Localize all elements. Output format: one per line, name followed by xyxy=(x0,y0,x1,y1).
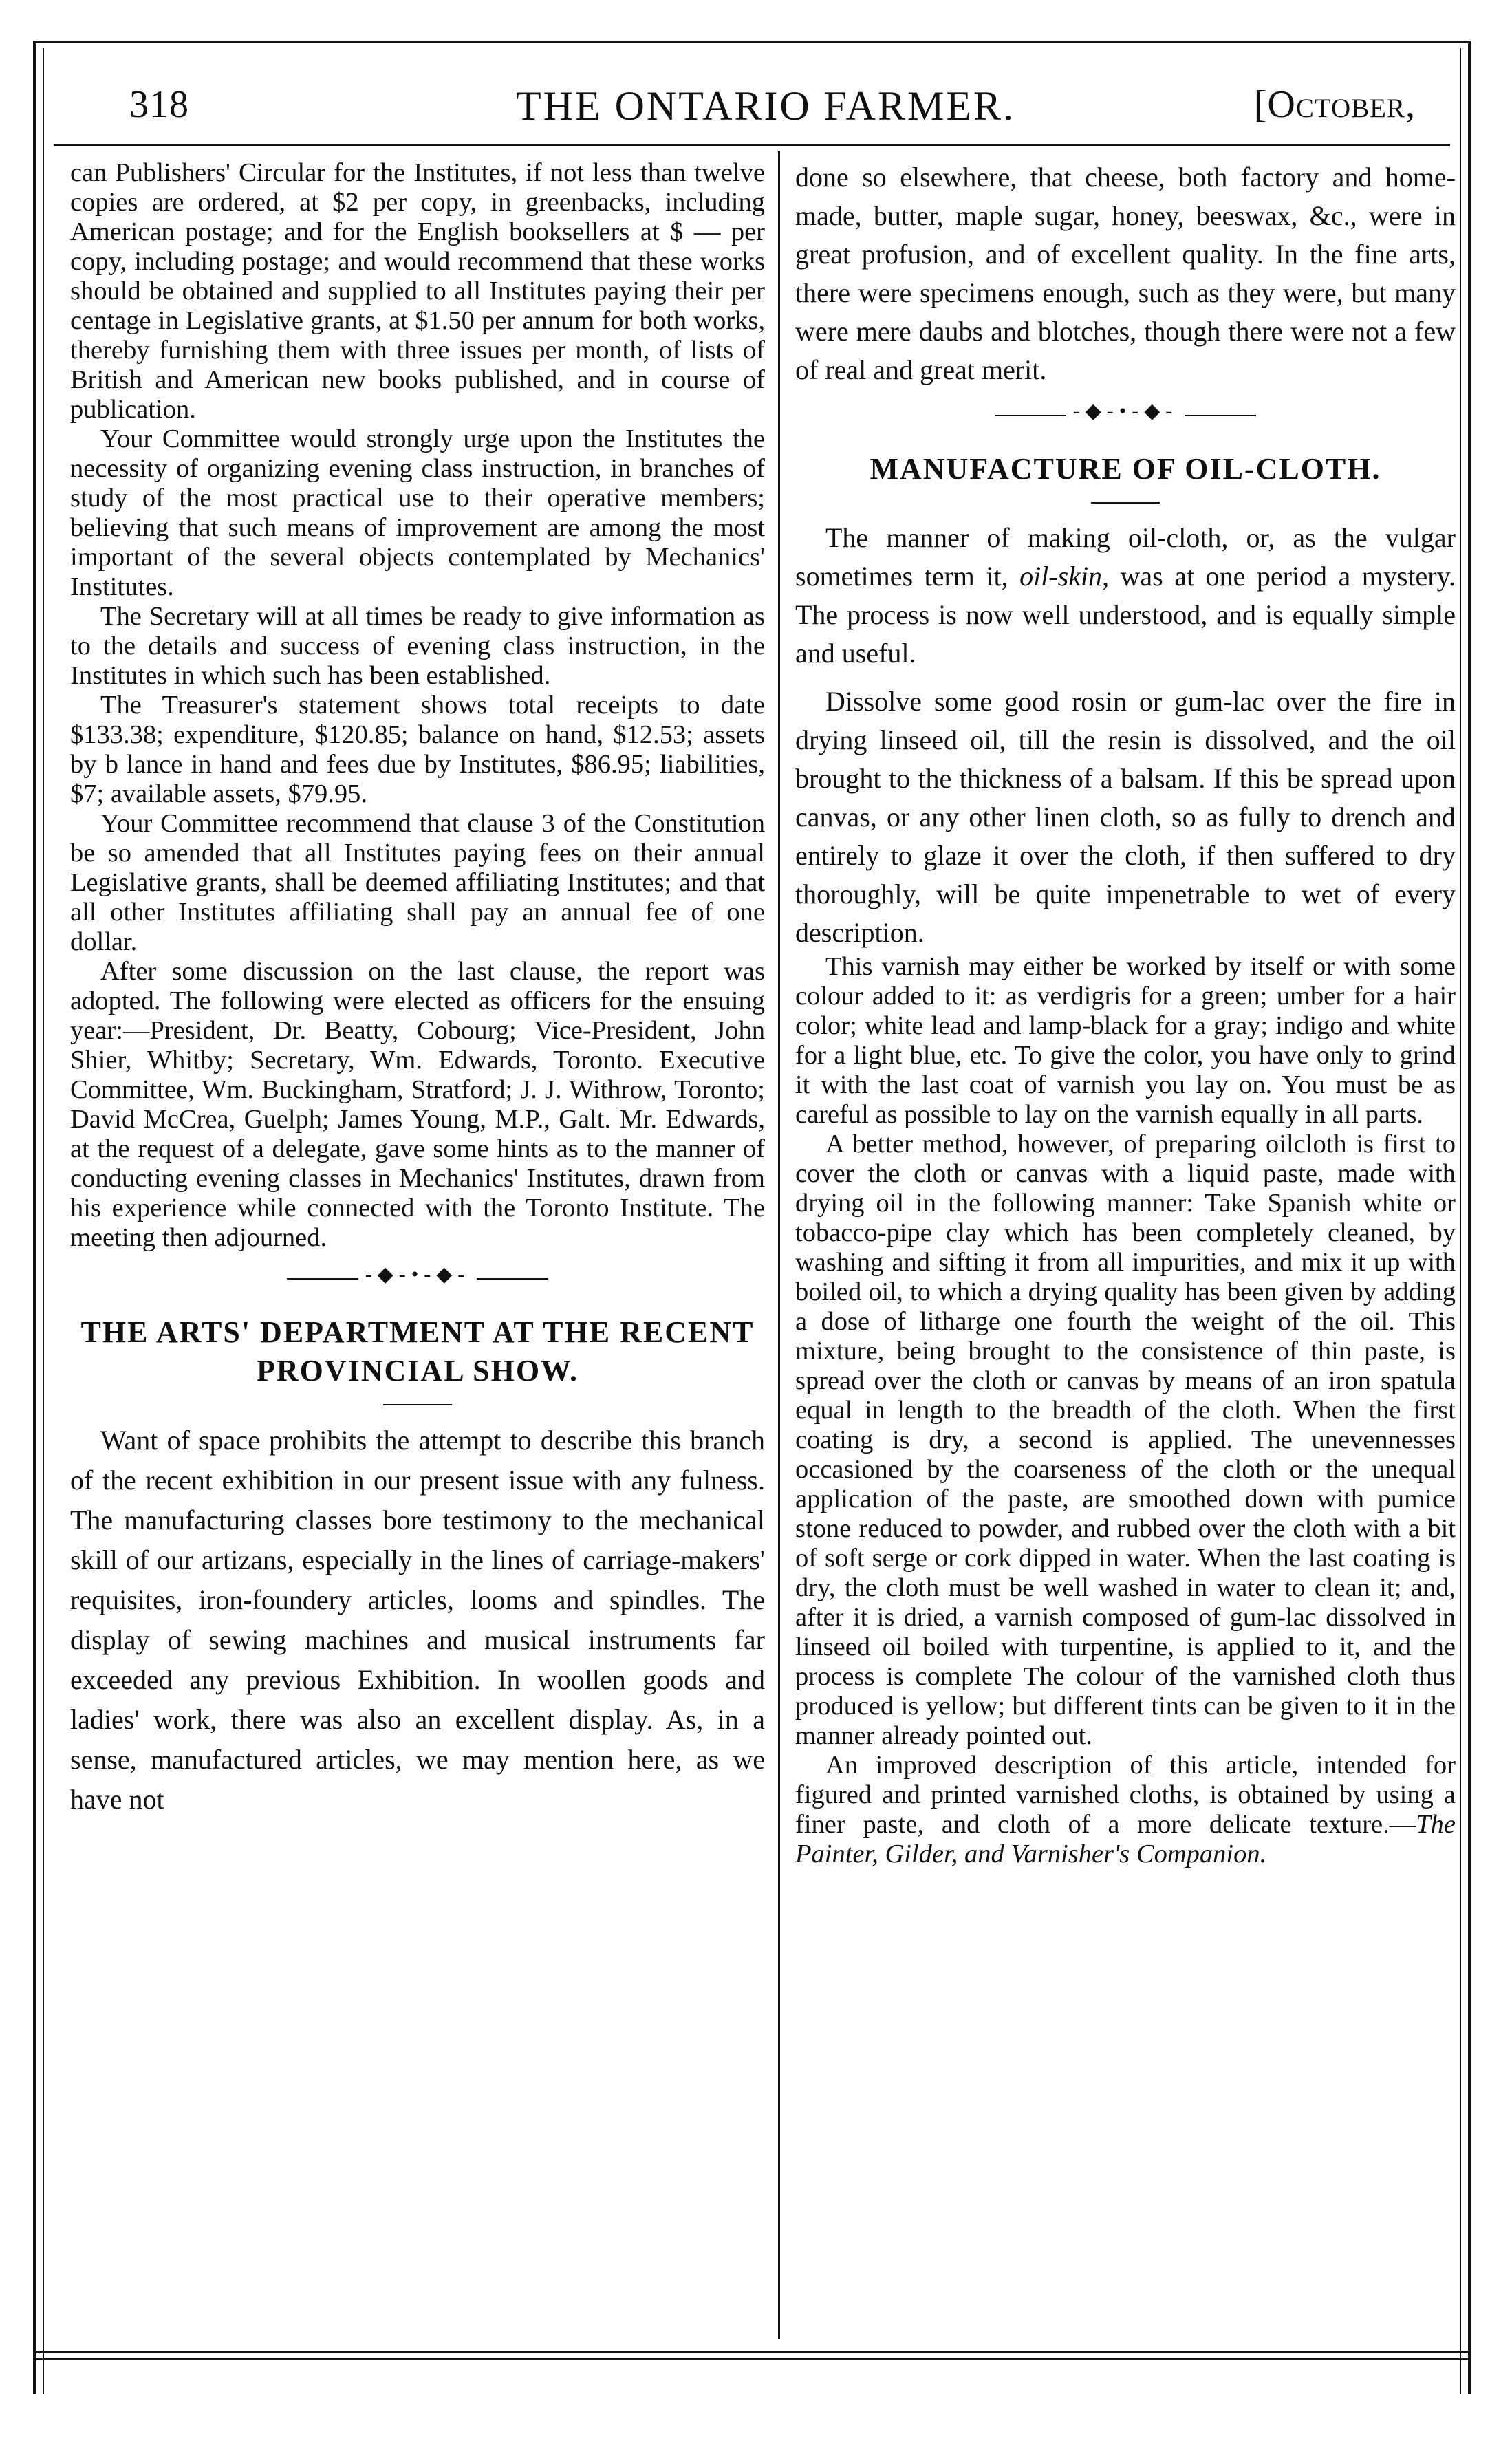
column-divider xyxy=(778,151,780,2339)
ornament-glyph: -◆-•-◆- xyxy=(358,1263,477,1286)
article-paragraph: This varnish may either be worked by itself or with some colour added to it: as verdigris for a green; umber for a hair color; white lead and lamp-black for a gray; indigo and white for a light blue, etc. To give the color, you have only to grind it with the last coat of varnish you lay on. You must be as careful as possible to lay on the varnish equally in all parts. xyxy=(795,952,1456,1129)
section-ornament xyxy=(995,400,1256,422)
heading-rule xyxy=(383,1404,452,1405)
ornament-glyph: -◆-•-◆- xyxy=(1066,400,1185,422)
publication-title: THE ONTARIO FARMER. xyxy=(515,83,1016,129)
dissolve-paragraph: Dissolve some good rosin or gum-lac over the fire in drying linseed oil, till the resin is dissolved, and the oil brought to the thickness of a balsam. If this be spread upon canvas, or any other linen cloth, so as fully to drench and entirely to glaze it over the cloth, if then suffered to dry thoroughly, will be quite impenetrable to wet of every description. xyxy=(795,686,1456,948)
bottom-rule xyxy=(33,2351,1471,2353)
header-rule xyxy=(54,144,1450,146)
running-header xyxy=(88,69,1443,138)
article-paragraph: Your Committee recommend that clause 3 of the Constitution be so amended that all Institutes paying fees on their annual Legislative grants, shall be deemed affiliating Institutes; and that all other Institutes affiliating shall pay an annual fee of one dollar. xyxy=(70,809,765,956)
article-paragraph: A better method, however, of preparing oilcloth is first to cover the cloth or canvas with a liquid paste, made with drying oil in the following manner: Take Spanish white or tobacco-pipe clay which has been completely cleaned, by washing and sifting it from all impurities, and mix it up with boiled oil, to which a drying quality has been given by adding a dose of litharge one fourth the weight of the oil. This mixture, being brought to the consistence of thin paste, is spread over the cloth or canvas by means of an iron spatula equal in length to the breadth of the cloth. When the first coating is dry, a second is applied. The unevennesses occasioned by the coarseness of the cloth or the unequal application of the paste, are smoothed down with pumice stone reduced to powder, and rubbed over the cloth with a bit of soft serge or cork dipped in water. When the last coating is dry, the cloth must be well washed in water to clean it; and, after it is dried, a varnish composed of gum-lac dissolved in linseed oil boiled with turpentine, is applied to it, and the process is complete The colour of the varnished cloth thus produced is yellow; but different tints can be given to it in the manner already pointed out. xyxy=(795,1130,1456,1750)
oilcloth-intro: The manner of making oil-cloth, or, as the vulgar sometimes term it, oil-skin, was at one period a mystery. The process is now well understood, and is equally simple and useful. xyxy=(795,522,1456,669)
heading-rule xyxy=(1091,502,1160,504)
bottom-rule-double xyxy=(33,2358,1471,2360)
section-ornament xyxy=(287,1263,548,1286)
source-citation: The Painter, Gilder, and Varnisher's Companion. xyxy=(795,1810,1456,1868)
article-paragraph: can Publishers' Circular for the Institutes, if not less than twelve copies are ordered, at $2 per copy, in greenbacks, including American postage; and for the English booksellers at $ — per copy, including postage; and would recommend that these works should be obtained and supplied to all Institutes paying their per centage in Legislative grants, at $1.50 per annum for both works, thereby furnishing them with three issues per month, of lists of British and American new books published, and in course of publication. xyxy=(70,158,765,424)
issue-month: [October, xyxy=(1253,83,1416,126)
left-column xyxy=(70,158,765,1820)
page-number: 318 xyxy=(129,83,189,126)
closing-paragraph: An improved description of this article, intended for figured and printed varnished cloths, is obtained by using a finer paste, and cloth of a more delicate texture.—The Painter, Gilder, and Varnisher's Companion. xyxy=(795,1751,1456,1868)
oilcloth-heading: MANUFACTURE OF OIL-CLOTH. xyxy=(870,452,1381,486)
italic-term: oil-skin xyxy=(1019,561,1103,592)
arts-department-paragraph: Want of space prohibits the attempt to describe this branch of the recent exhibition in our present issue with any fulness. The manufacturing classes bore testimony to the mechanical skill of our artizans, especially in the lines of carriage-makers' requisites, iron-foundery articles, looms and spindles. The display of sewing machines and musical instruments far exceeded any previous Exhibition. In woollen goods and ladies' work, there was also an excellent display. As, in a sense, manufactured articles, we may mention here, as we have not xyxy=(70,1425,765,1815)
article-paragraph: After some discussion on the last clause, the report was adopted. The following were elected as officers for the ensuing year:—President, Dr. Beatty, Cobourg; Vice-President, John Shier, Whitby; Secretary, Wm. Edwards, Toronto. Executive Committee, Wm. Buckingham, Stratford; J. J. Withrow, Toronto; David McCrea, Guelph; James Young, M.P., Galt. Mr. Edwards, at the request of a delegate, gave some hints as to the manner of conducting evening classes in Mechanics' Institutes, drawn from his experience while connected with the Toronto Institute. The meeting then adjourned. xyxy=(70,957,765,1252)
arts-continuation-paragraph: done so elsewhere, that cheese, both factory and home-made, butter, maple sugar, honey, beeswax, &c., were in great profusion, and of excellent quality. In the fine arts, there were specimens enough, such as they were, but many were mere daubs and blotches, though there were not a few of real and great merit. xyxy=(795,162,1456,385)
right-column xyxy=(795,158,1456,1869)
article-paragraph: The Treasurer's statement shows total receipts to date $133.38; expenditure, $120.85; balance on hand, $12.53; assets by b lance in hand and fees due by Institutes, $86.95; liabilities, $7; available assets, $79.95. xyxy=(70,691,765,808)
newspaper-page xyxy=(33,41,1471,2394)
article-paragraph: The Secretary will at all times be ready to give information as to the details and success of evening class instruction, in the Institutes in which such has been established. xyxy=(70,602,765,690)
arts-department-heading: THE ARTS' DEPARTMENT AT THE RECENT PROVINCIAL SHOW. xyxy=(80,1315,755,1388)
article-paragraph: Your Committee would strongly urge upon the Institutes the necessity of organizing evening class instruction, in branches of study of the most practical use to their operative members; believing that such means of improvement are among the most important of the several objects contemplated by Mechanics' Institutes. xyxy=(70,424,765,601)
